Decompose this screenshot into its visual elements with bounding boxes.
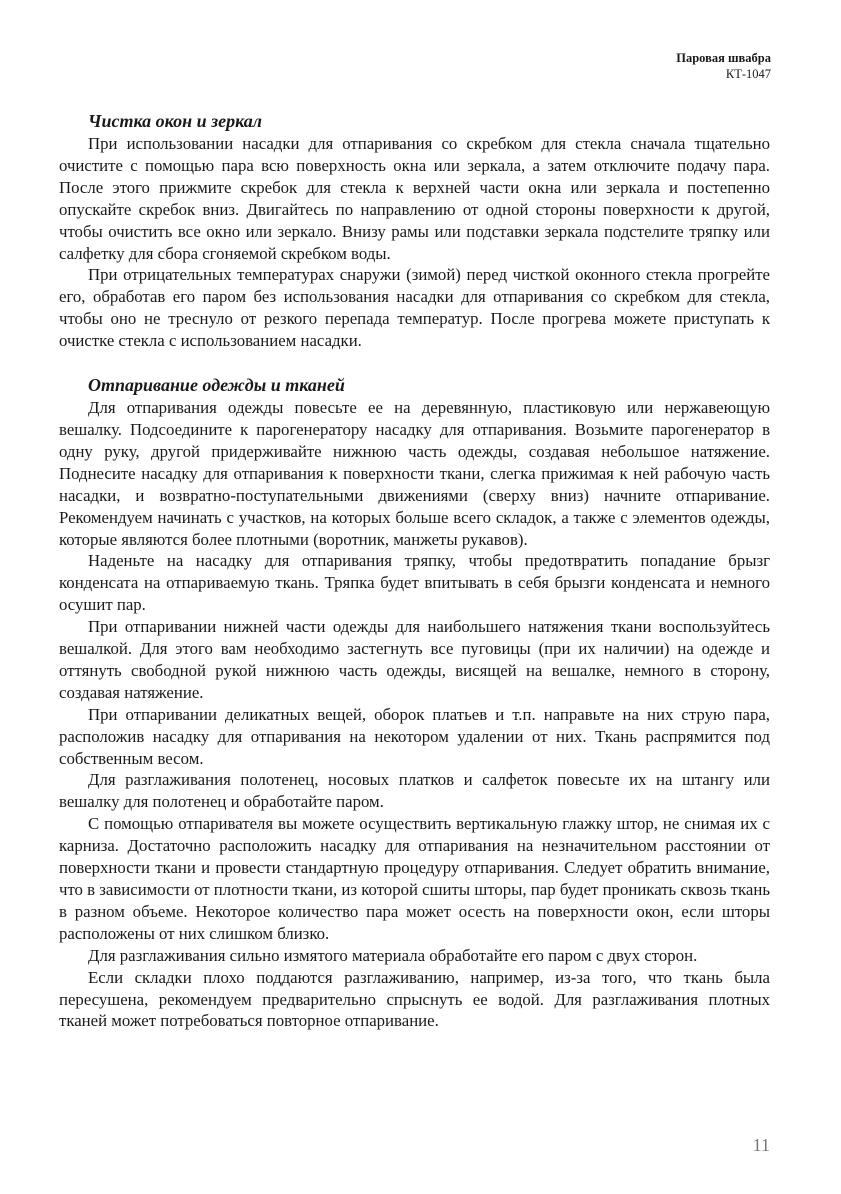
paragraph: Для отпаривания одежды повесьте ее на деревянную, пластиковую или нержавеющую вешалку. Подсоедините к парогенератору насадку для отпаривания. Возьмите парогенератор в одну руку, другой придерживайте нижнюю часть одежды, создавая небольшое натяжение. Поднесите насадку для отпаривания к поверхности ткани, слегка прижимая к ней рабочую часть насадки, и возвратно-поступательными движениями (сверху вниз) начните отпаривание. Рекомендуем начинать с участков, на которых больше всего складок, а также с элементов одежды, которые являются более плотными (воротник, манжеты рукавов). xyxy=(59,398,770,549)
section-heading: Отпаривание одежды и тканей xyxy=(88,375,345,396)
page-header xyxy=(676,50,771,82)
header-model: КТ-1047 xyxy=(725,67,771,81)
section-window-cleaning xyxy=(59,110,770,352)
page-content xyxy=(59,110,770,1032)
paragraph: Для разглаживания полотенец, носовых платков и салфеток повесьте их на штангу или вешалку для полотенец и обработайте паром. xyxy=(59,770,770,812)
paragraph: При отпаривании нижней части одежды для наибольшего натяжения ткани воспользуйтесь вешалкой. Для этого вам необходимо застегнуть все пуговицы (при их наличии) на одежде и оттянуть свободной рукой нижнюю часть одежды, висящей на вешалке, немного в сторону, создавая натяжение. xyxy=(59,617,770,702)
paragraph: При отрицательных температурах снаружи (зимой) перед чисткой оконного стекла прогрейте его, обработав его паром без использования насадки для отпаривания со скребком для стекла, чтобы оно не треснуло от резкого перепада температур. После прогрева можете приступать к очистке стекла с использованием насадки. xyxy=(59,265,770,351)
paragraph: Для разглаживания сильно измятого материала обработайте его паром с двух сторон. xyxy=(88,945,698,965)
paragraph: Если складки плохо поддаются разглаживанию, например, из-за того, что ткань была пересушена, рекомендуем предварительно спрыснуть ее водой. Для разглаживания плотных тканей может потребоваться повторное отпаривание. xyxy=(59,967,770,1031)
section-clothes-steaming xyxy=(59,374,770,1032)
paragraph: При использовании насадки для отпаривания со скребком для стекла сначала тщательно очистите с помощью пара всю поверхность окна или зеркала, а затем отключите подачу пара. После этого прижмите скребок для стекла к верхней части окна или зеркала и постепенно опускайте скребок вниз. Двигайтесь по направлению от одной стороны поверхности к другой, чтобы очистить все окно или зеркало. Внизу рамы или подставки зеркала подстелите тряпку или салфетку для сбора сгоняемой скребком воды. xyxy=(59,134,770,263)
paragraph: При отпаривании деликатных вещей, оборок платьев и т.п. направьте на них струю пара, расположив насадку для отпаривания на некотором удалении от них. Ткань распрямится под собственным весом. xyxy=(59,704,770,768)
paragraph: Наденьте на насадку для отпаривания тряпку, чтобы предотвратить попадание брызг конденсата на отпариваемую ткань. Тряпка будет впитывать в себя брызги конденсата и немного осушит пар. xyxy=(59,551,770,615)
paragraph: С помощью отпаривателя вы можете осуществить вертикальную глажку штор, не снимая их с карниза. Достаточно расположить насадку для отпаривания на незначительном расстоянии от поверхности ткани и провести стандартную процедуру отпаривания. Следует обратить внимание, что в зависимости от плотности ткани, из которой сшиты шторы, пар будет проникать сквозь ткань в разном объеме. Некоторое количество пара может осесть на поверхности окон, если шторы расположены от них слишком близко. xyxy=(59,814,770,943)
header-title: Паровая швабра xyxy=(676,51,771,65)
section-heading: Чистка окон и зеркал xyxy=(88,111,263,131)
page-number: 11 xyxy=(752,1135,770,1155)
